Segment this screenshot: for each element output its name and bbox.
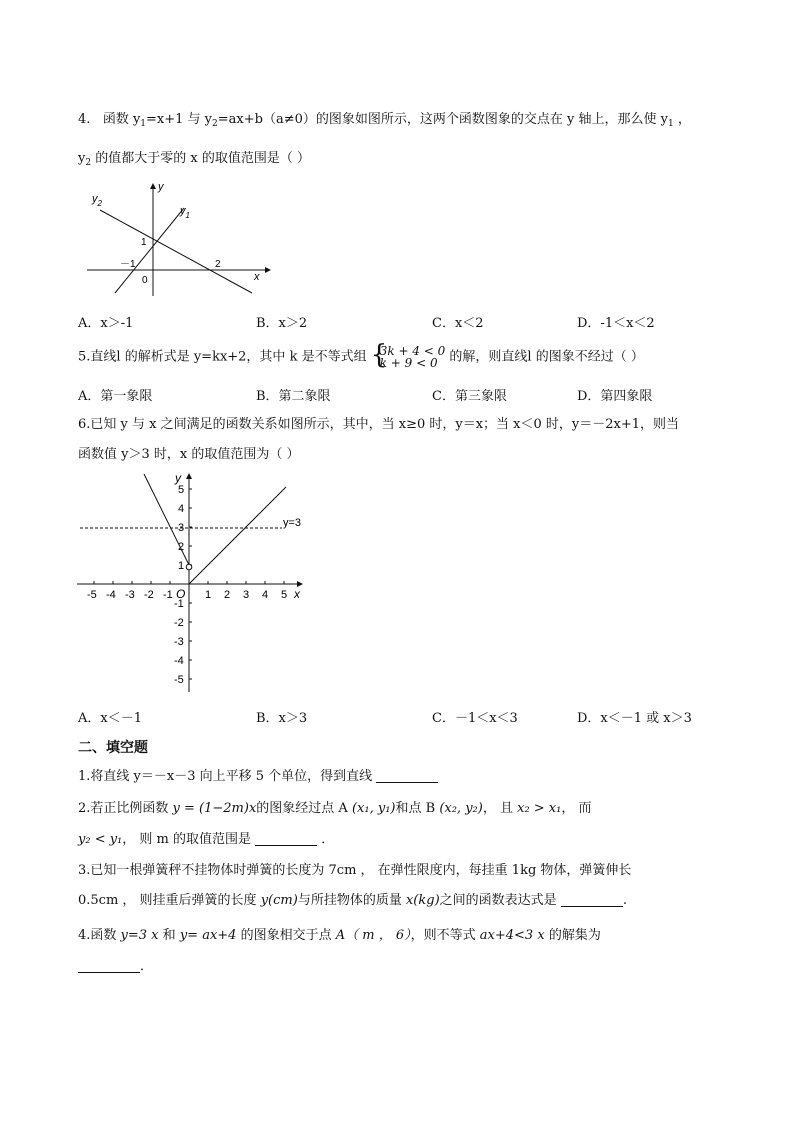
q6-x-tick-label: 3 <box>243 589 250 601</box>
q6-label-origin: O <box>176 587 186 601</box>
q5-option-d[interactable]: D．第四象限 <box>577 389 653 404</box>
q6-y-tick-label: 4 <box>178 503 185 515</box>
q4-label-minus1: －1 <box>120 259 136 270</box>
q5-option-b[interactable]: B．第二象限 <box>256 389 331 404</box>
q5-option-a[interactable]: A．第一象限 <box>78 389 153 404</box>
q6-graph <box>72 470 312 695</box>
q4-line2: $y_2$ 的值都大于零的 x 的取值范围是（ ） <box>78 151 310 168</box>
q6-option-d[interactable]: D．x＜－1 或 x＞3 <box>577 711 692 726</box>
q6-option-b[interactable]: B．x＞3 <box>256 711 308 726</box>
q6-y-tick-label: 3 <box>178 522 185 534</box>
q4-option-a[interactable]: A．x＞-1 <box>78 316 134 331</box>
q4-label-xaxis: x <box>254 271 260 283</box>
q6-label-xaxis: x <box>294 587 300 601</box>
q6-x-tick-label: 1 <box>205 589 212 601</box>
q4-option-b[interactable]: B．x＞2 <box>256 316 308 331</box>
q4-number: 4. <box>78 112 91 127</box>
q6-y-tick-label: -2 <box>174 617 184 629</box>
q6-x-tick-label: -1 <box>163 589 173 601</box>
q6-y-tick-label: 1 <box>178 560 185 572</box>
fill-q3-line1: 3.已知一根弹簧秤不挂物体时弹簧的长度为 7cm ， 在弹性限度内，每挂重 1kg 物体，弹簧伸长 <box>78 863 632 878</box>
section-title: 二、填空题 <box>78 740 148 756</box>
q4-label-1: 1 <box>141 237 147 248</box>
q6-x-tick-label: 5 <box>281 589 288 601</box>
q6-x-tick-label: 4 <box>262 589 269 601</box>
q6-y-tick-label: -1 <box>174 598 184 610</box>
fill-q4-line2: ． <box>78 958 153 976</box>
q6-label-yaxis: y <box>175 471 181 485</box>
fill-q1: 1.将直线 y＝－x－3 向上平移 5 个单位，得到直线 <box>78 768 438 786</box>
q4-label-0: 0 <box>142 275 148 286</box>
q4-label-y1: $y_1$ <box>180 205 190 220</box>
answer-blank[interactable] <box>255 831 317 846</box>
answer-blank[interactable] <box>376 768 438 783</box>
q5-line: 5.直线l 的解析式是 y=kx+2，其中 k 是不等式组 { 3k + 4 < 0 k + 9 < 0 的解，则直线l 的图象不经过（ ） <box>78 340 644 370</box>
q6-option-c[interactable]: C．－1＜x＜3 <box>432 711 518 726</box>
q6-y-tick-label: 5 <box>178 484 185 496</box>
q4-option-d[interactable]: D．-1＜x＜2 <box>577 316 655 331</box>
q4-label-yaxis: y <box>158 181 164 193</box>
q6-open-point <box>186 564 192 570</box>
q4-line-y2 <box>100 210 252 293</box>
q4-label-2: 2 <box>215 259 221 270</box>
q4-label-y2: $y_2$ <box>92 193 102 208</box>
q6-y-tick-label: -3 <box>174 636 184 648</box>
q6-y-tick-label: -5 <box>174 674 184 686</box>
q6-line-y-eq-x <box>189 487 286 584</box>
q5-inequality-system: { 3k + 4 < 0 k + 9 < 0 <box>370 340 446 370</box>
answer-blank[interactable] <box>78 958 140 973</box>
fill-q4-line1: 4.函数 y=3 x 和 y= ax+4 的图象相交于点 A（ m ， 6），则不等式 ax+4<3 x 的解集为 <box>78 928 601 943</box>
answer-blank[interactable] <box>561 892 623 907</box>
q6-x-tick-label: -4 <box>106 589 116 601</box>
q4-line1: 4. 函数 $y_1=x+1$ 与 $y_2=ax+b(a\ne 0)$的图象如图所示，这两个函数图象的交点在 y 轴上，那么使 $y_1$ ， <box>78 112 691 129</box>
q4-option-c[interactable]: C．x＜2 <box>432 316 484 331</box>
fill-q2-line1: 2.若正比例函数 y = (1−2m)x的图象经过点 A (x₁, y₁)和点 B (x₂, y₂)， 且 x₂ > x₁， 而 <box>78 801 592 816</box>
q5-option-c[interactable]: C．第三象限 <box>432 389 507 404</box>
q6-x-tick-label: -5 <box>87 589 97 601</box>
q6-y-tick-label: 2 <box>178 541 185 553</box>
q6-line2: 函数值 y＞3 时，x 的取值范围为（ ） <box>78 447 300 462</box>
q6-label-yeq3: y=3 <box>283 517 302 529</box>
q6-x-tick-label: -2 <box>144 589 154 601</box>
fill-q3-line2: 0.5cm ， 则挂重后弹簧的长度 y(cm)与所挂物体的质量 x(kg)之间的函数表达式是 . <box>78 893 627 908</box>
q4-graph <box>82 180 282 300</box>
fill-q2-line2: y₂ < y₁， 则 m 的取值范围是 ． <box>78 832 335 847</box>
q6-y-tick-label: -4 <box>174 655 184 667</box>
q6-x-tick-label: -3 <box>125 589 135 601</box>
q6-line1: 6.已知 y 与 x 之间满足的函数关系如图所示，其中，当 x≥0 时，y＝x；当 x＜0 时，y＝－2x+1，则当 <box>78 417 680 432</box>
q6-x-tick-label: 2 <box>224 589 231 601</box>
q6-option-a[interactable]: A．x＜－1 <box>78 711 142 726</box>
